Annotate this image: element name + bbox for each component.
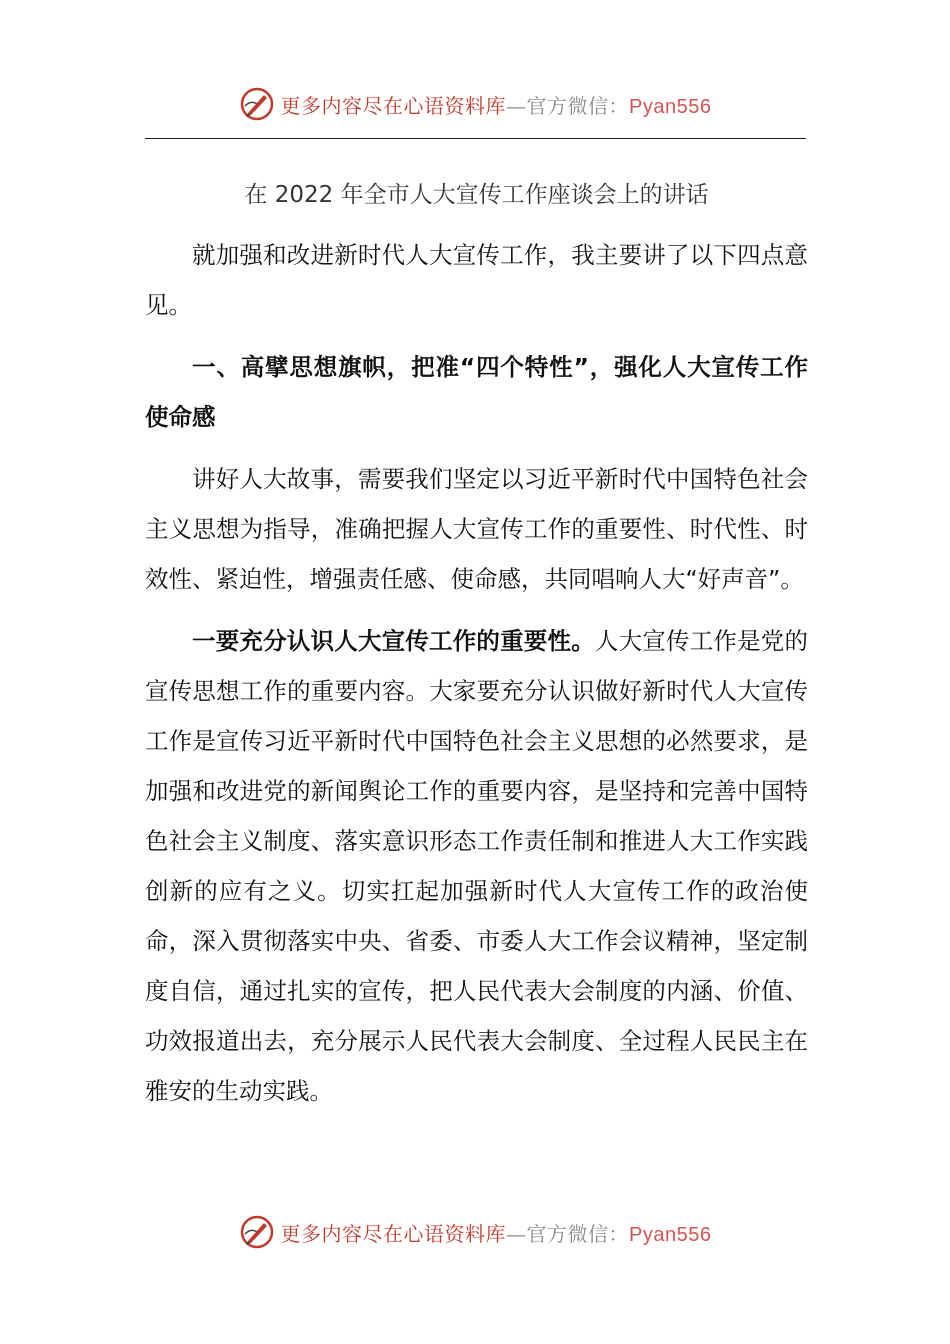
banner-text: 更多内容尽在心语资料库—官方微信：Pyan556 <box>280 93 712 118</box>
header-divider <box>145 138 806 139</box>
point-body: 人大宣传工作是党的宣传思想工作的重要内容。大家要充分认识做好新时代人大宣传工作是宣传习近平新时代中国特色社会主义思想的必然要求，是加强和改进党的新闻舆论工作的重要内容，是坚持和完善中国特色社会主义制度、落实意识形态工作责任制和推进人大工作实践创新的应有之义。切实扛起加强新时代人大宣传工作的政治使命，深入贯彻落实中央、省委、市委人大工作会议精神，坚定制度自信，通过扎实的宣传，把人民代表大会制度的内涵、价值、功效报道出去，充分展示人民代表大会制度、全过程人民民主在雅安的生动实践。 <box>145 627 809 1105</box>
section-heading: 一、高擘思想旗帜，把准“四个特性”，强化人大宣传工作使命感 <box>145 353 808 431</box>
section-paragraph: 讲好人大故事，需要我们坚定以习近平新时代中国特色社会主义思想为指导，准确把握人大宣传工作的重要性、时代性、时效性、紧迫性，增强责任感、使命感，共同唱响人大“好声音”。 <box>145 465 808 593</box>
document-body <box>145 172 808 1128</box>
intro-paragraph: 就加强和改进新时代人大宣传工作，我主要讲了以下四点意见。 <box>145 241 808 319</box>
pen-logo-icon <box>239 1214 275 1250</box>
pen-logo-icon <box>239 86 275 122</box>
footer-banner <box>0 1210 950 1254</box>
point-paragraph <box>145 616 808 1116</box>
point-lead: 一要充分认识人大宣传工作的重要性。 <box>192 627 595 655</box>
header-banner <box>0 82 950 126</box>
banner-text: 更多内容尽在心语资料库—官方微信：Pyan556 <box>280 1221 712 1246</box>
document-title: 在 2022 年全市人大宣传工作座谈会上的讲话 <box>244 182 709 208</box>
